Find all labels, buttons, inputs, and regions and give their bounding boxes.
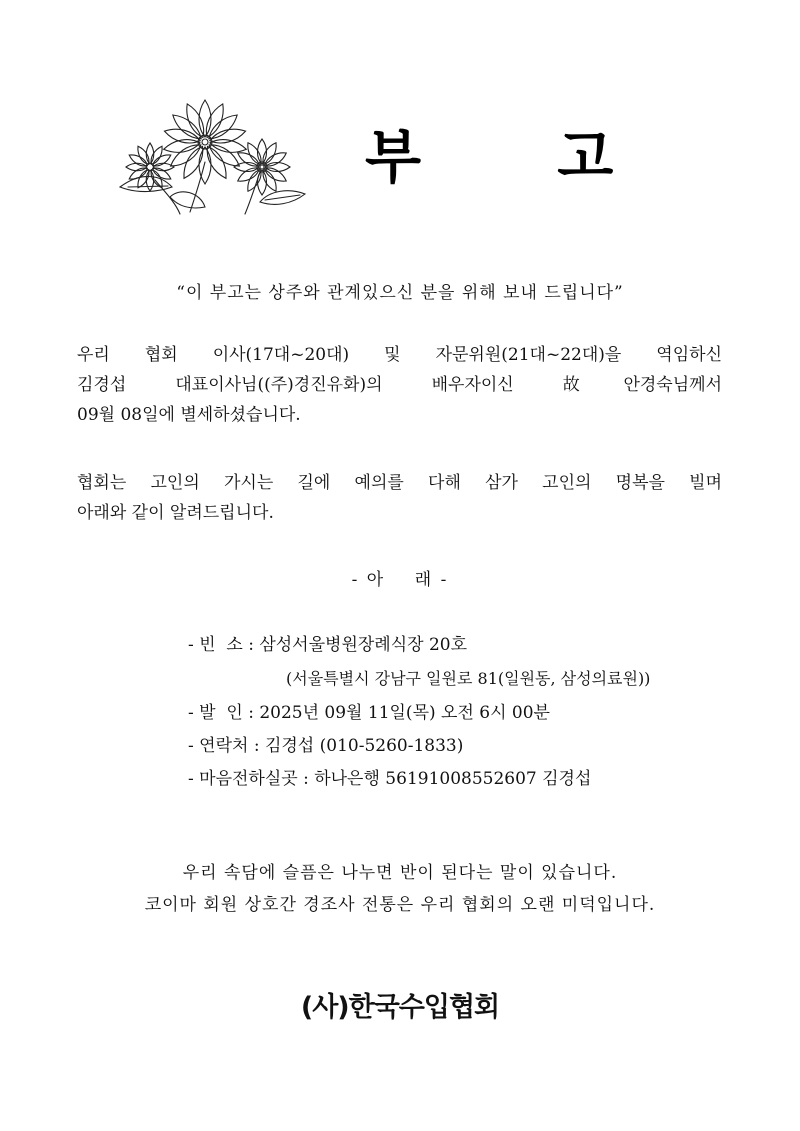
closing-line: 우리 속담에 슬픔은 나누면 반이 된다는 말이 있습니다.: [182, 863, 618, 883]
page-title: 부 고: [365, 123, 672, 191]
notice-line: 협회는 고인의 가시는 길에 예의를 다해 삼가 고인의 명복을 빌며: [77, 473, 722, 493]
announcement-line: 우리 협회 이사(17대~20대) 및 자문위원(21대~22대)을 역임하신: [77, 345, 722, 365]
subtitle: “이 부고는 상주와 관계있으신 분을 위해 보내 드립니다”: [176, 283, 624, 303]
organization-name: (사)한국수입협회: [300, 992, 500, 1023]
chrysanthemum-illustration: [110, 92, 310, 217]
venue-address: (서울특별시 강남구 일원로 81(일원동, 삼성의료원)): [286, 669, 651, 688]
section-heading: - 아 래 -: [351, 570, 449, 590]
announcement-paragraph: [77, 340, 722, 430]
contact-detail: - 연락처 : 김경섭 (010-5260-1833): [188, 736, 464, 756]
announcement-line: 09월 08일에 별세하셨습니다.: [77, 405, 301, 425]
closing-line: 코이마 회원 상호간 경조사 전통은 우리 협회의 오랜 미덕입니다.: [144, 895, 656, 915]
funeral-detail: - 발 인 : 2025년 09월 11일(목) 오전 6시 00분: [188, 703, 550, 723]
announcement-line: 김경섭 대표이사님((주)경진유화)의 배우자이신 故안경숙님께서: [77, 375, 722, 395]
notice-line: 아래와 같이 알려드립니다.: [77, 503, 274, 523]
venue-detail: - 빈 소 : 삼성서울병원장례식장 20호: [188, 635, 468, 655]
donation-detail: - 마음전하실곳 : 하나은행 56191008552607 김경섭: [188, 769, 592, 789]
notice-paragraph: [77, 468, 722, 528]
